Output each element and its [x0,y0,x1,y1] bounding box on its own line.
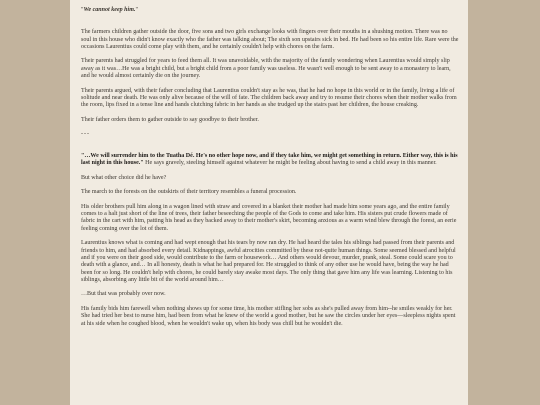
opening-quote-mark: " [81,7,84,13]
paragraph-7: His older brothers pull him along in a wagon lined with straw and covered in a blanket their mother had made him some years ago, and the entire family comes to a halt just short of the line of trees, their father beseeching the people of the Gods to come and take him. His sisters put crude flowers made of fabric in the cart with him, patting his head as they backed away to their mother's skirt, becoming anxious as a warm wind blew through the forest, an eerie feeling coming over the lot of them. [81,203,457,232]
closing-quote-mark: " [135,7,138,13]
story-page [70,0,468,405]
opening-quote [81,7,459,14]
opening-quote-text: We cannot keep him. [83,7,136,13]
paragraph-9: …But that was probably over now. [81,291,166,298]
paragraph-8: Laurentius knows what is coming and had wept enough that his tears by now ran dry. He had heard the tales his siblings had passed from their parents and friends to him, and had absorbed every detail. Kidnappings, awful atrocities committed by these not-quite human things. Some seemed blessed and helpful and if you were on their good side, would contribute to the farm or housework… And others would devour, murder, prank, steal. Some could scare you to death with a glance, and… In all honesty, death is what he had prepared for. He struggled to think of any other use he would have, being the way he had been for so long. He couldn't help with chores, he could barely stay awake most days. The only thing that gave him any life was learning. Listening to his siblings, absorbing any little bit of the world around him… [81,240,456,283]
quote-rest-text: He says gravely, steeling himself against whatever he might be feeling about having to send a child away in this manner. [143,160,437,167]
paragraph-2: Their parents had struggled for years to feed them all. It was unavoidable, with the majority of the family wondering when Laurentius would simply slip away as it was…He was a bright child, but a bright child from a poor family was useless. He wasn't well enough to be sent away to a monastery to learn, and he would almost certainly die on the journey. [81,58,451,80]
paragraph-4: Their father orders them to gather outside to say goodbye to their brother. [81,116,259,123]
paragraph-5: But what other choice did he have? [81,174,167,181]
section-separator: --- [81,131,91,138]
paragraph-10: His family bids him farewell when nothing shows up for some time, his mother stifling her sobs as she's pulled away from him--he smiles weakly for her. She had tried her best to nurse him, had been from what he knew of the world a good mother, but he saw the circles under her eyes—sleepless nights spent at his side when he coughed blood, when he wouldn't wake up, when his body was chill but he wouldn't die. [81,305,456,327]
story-text [70,0,468,328]
paragraph-1: The farmers children gather outside the door, five sons and two girls exchange looks with fingers over their mouths in a shushing motion. There was no soul in this house who didn't know exactly who the father was talking about; The sixth son upstairs sick in bed. He had been so his entire life. Rare were the occasions Laurentius could come play with them, and he certainly couldn't help with chores on the farm. [81,29,459,50]
paragraph-6: The march to the forests on the outskirts of their territory resembles a funeral procession. [81,189,297,196]
quote-paragraph [81,153,459,168]
quote-bold-text: "…We will surrender him to the Tuatha Dé. He's no other hope now, and if they take him, we might get something in return. Either way, this is his last night in this house." [81,152,458,167]
paragraph-3: Their parents argued, with their father concluding that Laurentius couldn't stay as he was, that he had no hope in this world or in the family, living a life of solitude and near death. He was only alive because of the will of fate. The children back away and try to resume their chores when their mother walks from the room, lips fixed in a tense line and hands clutching fabric in her hands as she trudged up the stairs past her children, the house creaking. [81,87,457,109]
